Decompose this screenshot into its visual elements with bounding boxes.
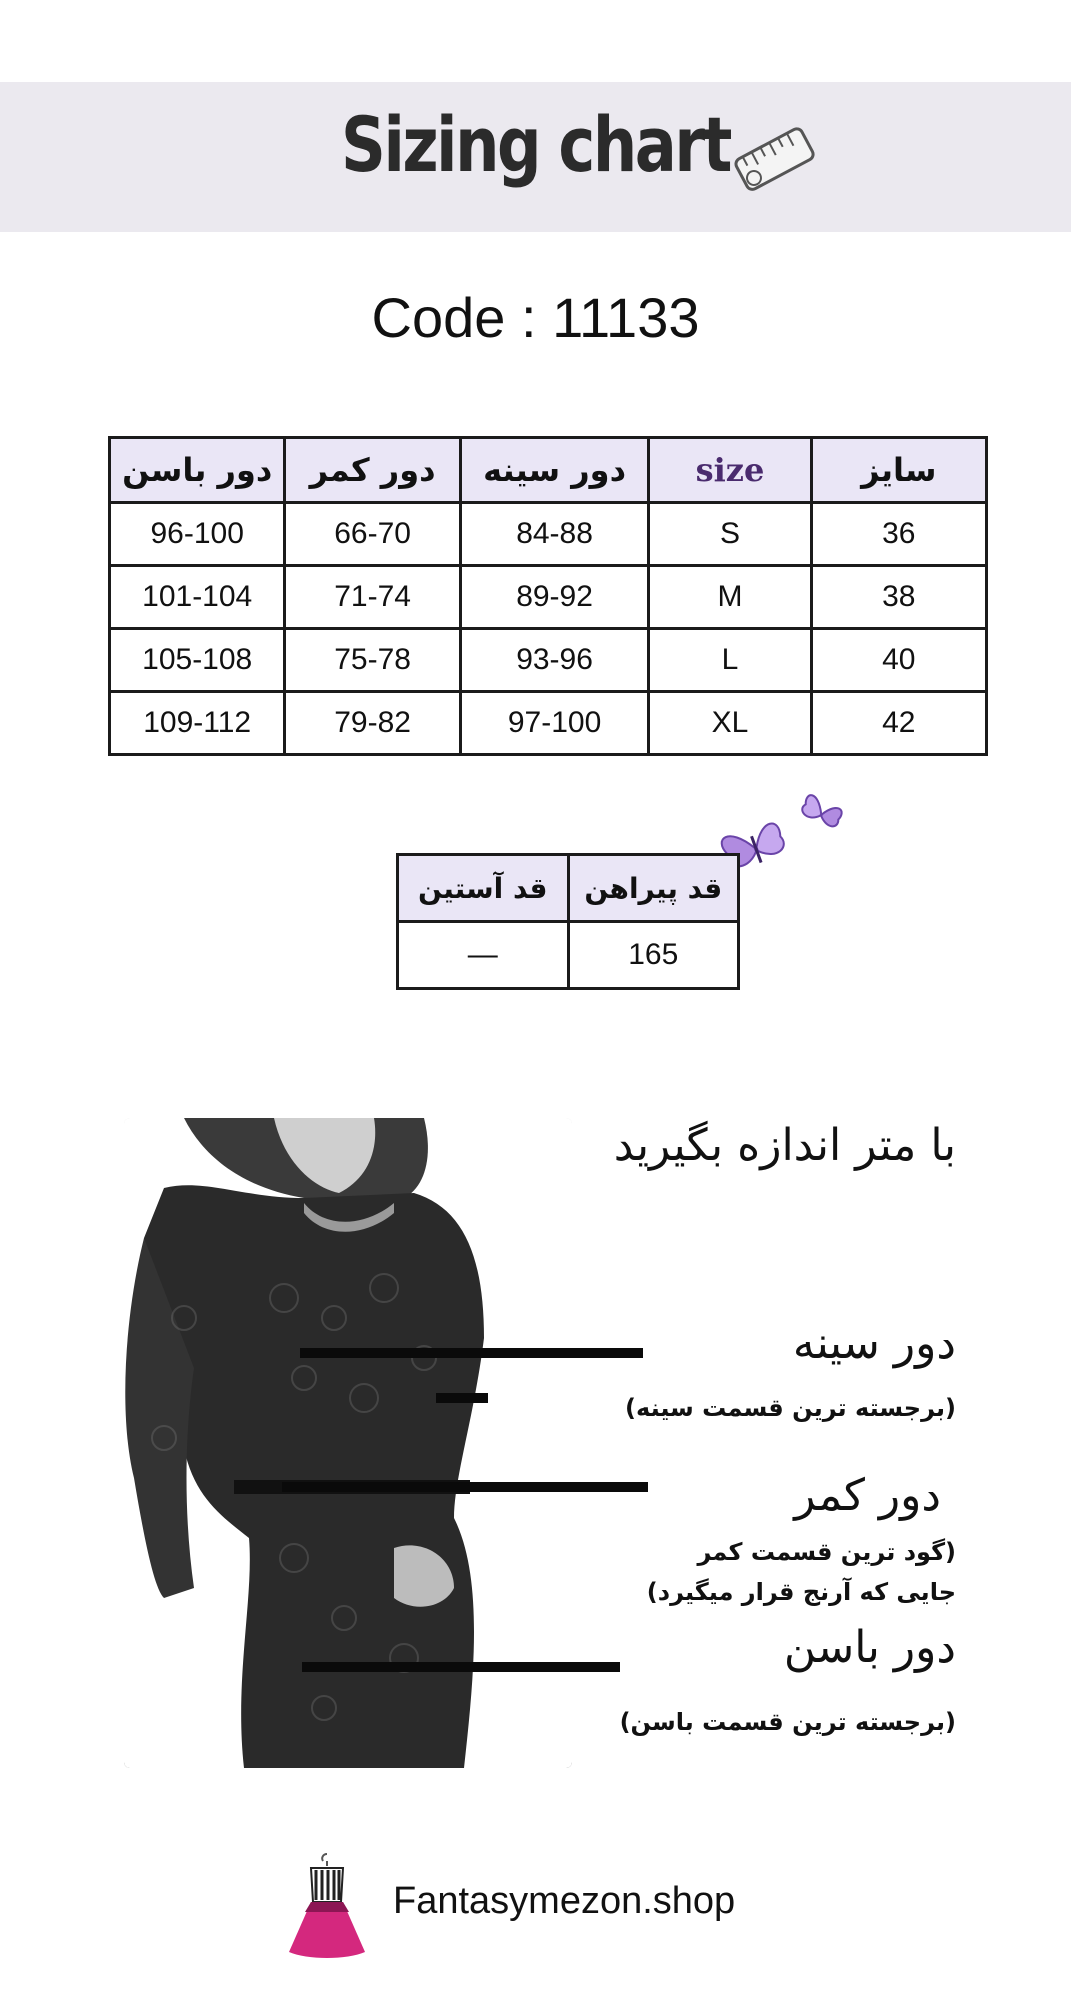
cell-hip: 105-108 [110, 629, 285, 692]
cell-chest: 93-96 [460, 629, 649, 692]
product-code: Code : 11133 [371, 286, 700, 349]
col-header-waist: دور کمر [285, 438, 460, 503]
cell-sleeve-length: — [398, 922, 569, 989]
chest-note: (برجسته ترین قسمت سینه) [625, 1394, 956, 1422]
cell-hip: 96-100 [110, 503, 285, 566]
cell-size-en: S [649, 503, 811, 566]
size-table [108, 436, 988, 756]
col-header-chest: دور سینه [460, 438, 649, 503]
table-row [398, 922, 739, 989]
cell-size-fa: 36 [811, 503, 986, 566]
guide-title: با متر اندازه بگیرید [613, 1120, 956, 1171]
hip-note: (برجسته ترین قسمت باسن) [619, 1708, 956, 1736]
waist-note-line2: جایی که آرنج قرار میگیرد) [646, 1578, 956, 1606]
chest-measure-line [300, 1348, 643, 1358]
cell-size-en: M [649, 566, 811, 629]
cell-hip: 109-112 [110, 692, 285, 755]
cell-waist: 66-70 [285, 503, 460, 566]
cell-size-en: L [649, 629, 811, 692]
cell-waist: 79-82 [285, 692, 460, 755]
table-row [110, 566, 987, 629]
hip-measure-line [302, 1662, 620, 1672]
cell-dress-length: 165 [568, 922, 739, 989]
cell-size-fa: 40 [811, 629, 986, 692]
page-title: Sizing chart [341, 100, 730, 189]
cell-size-en: XL [649, 692, 811, 755]
length-table [396, 853, 740, 990]
cell-waist: 71-74 [285, 566, 460, 629]
chest-measure-line-short [436, 1393, 488, 1403]
cell-size-fa: 38 [811, 566, 986, 629]
hip-label: دور باسن [783, 1622, 956, 1673]
col-header-size-fa: سایز [811, 438, 986, 503]
cell-hip: 101-104 [110, 566, 285, 629]
length-table-header [398, 855, 739, 922]
cell-waist: 75-78 [285, 629, 460, 692]
table-row [110, 692, 987, 755]
col-header-size-en: size [649, 438, 811, 503]
waist-note-line1: (گود ترین قسمت کمر [697, 1538, 956, 1566]
cell-chest: 97-100 [460, 692, 649, 755]
cell-chest: 89-92 [460, 566, 649, 629]
col-header-hip: دور باسن [110, 438, 285, 503]
cell-size-fa: 42 [811, 692, 986, 755]
cell-chest: 84-88 [460, 503, 649, 566]
butterfly-icon [796, 786, 848, 838]
col-header-sleeve-length: قد آستین [398, 855, 569, 922]
table-row [110, 629, 987, 692]
col-header-dress-length: قد پیراهن [568, 855, 739, 922]
waist-label: دور کمر [794, 1470, 941, 1521]
table-row [110, 503, 987, 566]
chest-label: دور سینه [792, 1318, 956, 1369]
measuring-tape-icon [730, 120, 820, 200]
dress-logo-icon [287, 1852, 367, 1962]
footer-site: Fantasymezon.shop [393, 1880, 736, 1922]
waist-measure-line [282, 1482, 648, 1492]
size-table-header [110, 438, 987, 503]
